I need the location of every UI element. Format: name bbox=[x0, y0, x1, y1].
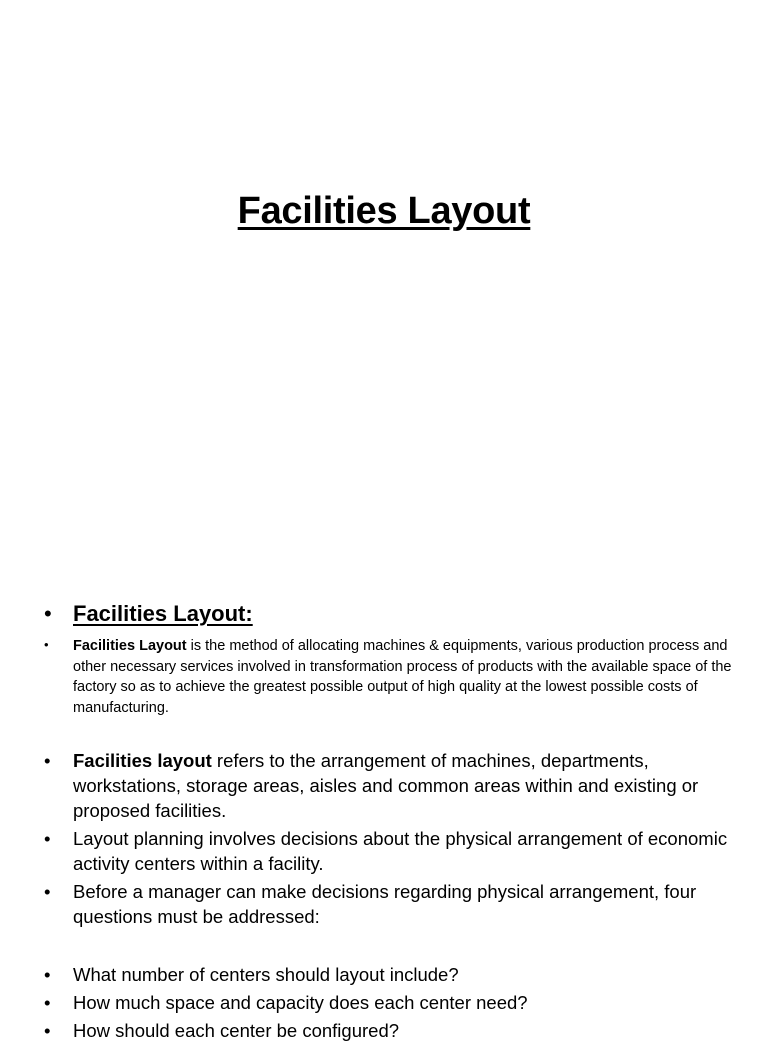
bullet-marker: • bbox=[44, 637, 49, 652]
bullet-marker: • bbox=[44, 750, 51, 771]
definition-paragraph bbox=[73, 636, 741, 718]
definition-term: Facilities Layout bbox=[73, 638, 187, 654]
bullet-marker: • bbox=[44, 601, 52, 626]
list-item-text: How much space and capacity does each center need? bbox=[73, 992, 528, 1013]
bullet-marker: • bbox=[44, 964, 51, 985]
list-item bbox=[73, 748, 741, 823]
definition-body: is the method of allocating machines & equipments, various production process and other necessary services involved in transformation process of products with the available space of the factory so as to achieve the greatest possible output of high quality at the lowest possible costs of manufacturing. bbox=[73, 638, 732, 716]
bullet-marker: • bbox=[44, 992, 51, 1013]
list-item bbox=[73, 826, 741, 876]
list-item-text: What number of centers should layout include? bbox=[73, 964, 459, 985]
bullet-marker: • bbox=[44, 881, 51, 902]
list-item-text: refers to the arrangement of machines, departments, workstations, storage areas, aisles and common areas within and existing or proposed facilities. bbox=[73, 750, 699, 821]
list-item bbox=[73, 879, 741, 929]
bullet-marker: • bbox=[44, 1020, 51, 1041]
list-item-text: Layout planning involves decisions about the physical arrangement of economic activity centers within a facility. bbox=[73, 828, 728, 874]
slide-title: Facilities Layout bbox=[237, 190, 531, 232]
list-item-text: How should each center be configured? bbox=[73, 1020, 400, 1041]
list-item-term: Facilities layout bbox=[73, 750, 212, 771]
list-item bbox=[73, 990, 741, 1015]
bullet-marker: • bbox=[44, 828, 51, 849]
list-item-text: Before a manager can make decisions regarding physical arrangement, four questions must be addressed: bbox=[73, 881, 697, 927]
list-item bbox=[73, 962, 741, 987]
list-item bbox=[73, 1018, 741, 1043]
section-heading: Facilities Layout: bbox=[73, 601, 253, 626]
